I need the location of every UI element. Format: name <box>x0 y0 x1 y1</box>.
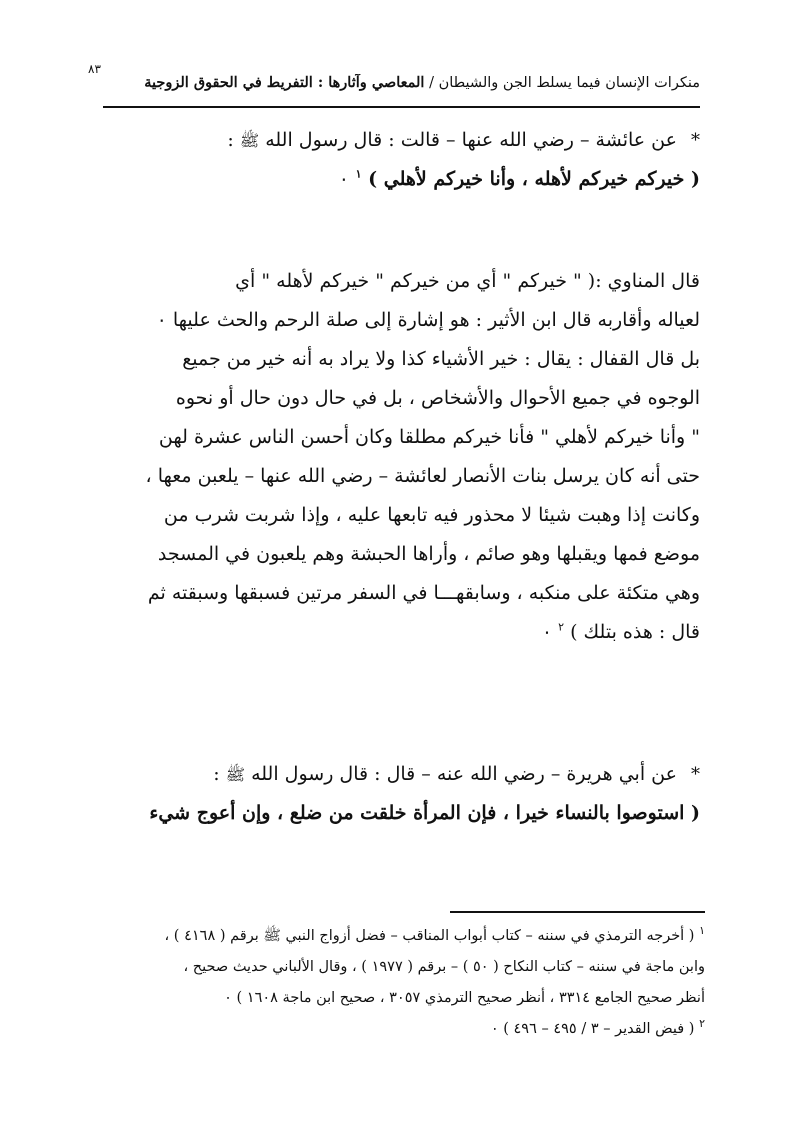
commentary-line: لعياله وأقاربه قال ابن الأثير : هو إشارة إلى صلة الرحم والحث عليها ٠ <box>156 309 700 331</box>
star-bullet: * <box>691 130 700 151</box>
hadith-1-line-1 <box>103 121 700 160</box>
colon: : <box>227 129 234 151</box>
hadith-2 <box>103 755 700 833</box>
hadith-1-text <box>103 160 700 199</box>
star-bullet: * <box>691 764 700 785</box>
page-number: ٨٣ <box>88 62 101 76</box>
commentary-line: بل قال القفال : يقال : خير الأشياء كذا ولا يراد به أنه خير من جميع <box>182 348 700 370</box>
hadith-1-narration: عن عائشة – رضي الله عنها – قالت : قال رسول الله <box>265 129 677 151</box>
commentary-last-line <box>103 613 700 652</box>
footnote-2-line <box>103 1014 705 1045</box>
footnote-1-line: وابن ماجة في سننه – كتاب النكاح ( ٥٠ ) – برقم ( ١٩٧٧ ) ، وقال الألباني حديث صحيح ، <box>183 959 705 975</box>
commentary-line: وكانت إذا وهبت شيئا لا محذور فيه تابعها عليه ، وإذا شربت شرب من <box>163 504 700 526</box>
commentary <box>103 262 700 652</box>
period: ٠ <box>338 168 349 190</box>
footnote-marker-2: ٢ <box>558 620 565 634</box>
footnote-1-line <box>103 921 705 952</box>
hadith-2-line-1 <box>103 755 700 794</box>
commentary-line: وهي متكئة على منكبه ، وسابقهـــا في السفر مرتين فسبقها وسبقته ثم <box>147 582 700 604</box>
commentary-line: موضع فمها ويقبلها وهو صائم ، وأراها الحبشة وهم يلعبون في المسجد <box>157 543 700 565</box>
hadith-1-quote: ( خيركم خيركم لأهله ، وأنا خيركم لأهلي ) <box>368 168 700 190</box>
book-title: منكرات الإنسان فيما يسلط الجن والشيطان / <box>429 75 700 91</box>
hadith-2-quote: ( استوصوا بالنساء خيرا ، فإن المرأة خلقت من ضلع ، وإن أعوج شيء <box>149 802 700 824</box>
colon: : <box>213 763 220 785</box>
footnote-1-text: ( أخرجه الترمذي في سننه – كتاب أبواب المناقب – فضل أزواج النبي ﷺ برقم ( ٤١٦٨ ) ، <box>164 928 695 944</box>
running-header <box>95 74 700 100</box>
pbuh-glyph: ﷺ <box>225 765 246 784</box>
hadith-2-narration: عن أبي هريرة – رضي الله عنه – قال : قال رسول الله <box>251 763 677 785</box>
footnote-1-line: أنظر صحيح الجامع ٣٣١٤ ، أنظر صحيح الترمذي ٣٠٥٧ ، صحيح ابن ماجة ١٦٠٨ ) ٠ <box>224 990 705 1006</box>
hadith-1 <box>103 121 700 199</box>
period: ٠ <box>541 621 553 643</box>
footnotes <box>103 921 705 1045</box>
footnote-divider <box>450 911 705 913</box>
footnote-2-text: ( فيض القدير – ٣ / ٤٩٥ – ٤٩٦ ) ٠ <box>490 1021 695 1037</box>
pbuh-glyph: ﷺ <box>239 131 260 150</box>
footnote-1-marker: ١ <box>699 924 705 938</box>
commentary-closing: قال : هذه بتلك ) <box>570 621 700 643</box>
footnote-2-marker: ٢ <box>699 1017 705 1031</box>
commentary-line: الوجوه في جميع الأحوال والأشخاص ، بل في حال دون حال أو نحوه <box>175 387 700 409</box>
chapter-title: المعاصي وآثارها : التفريط في الحقوق الزوجية <box>144 74 425 91</box>
commentary-line: قال المناوي :( " خيركم " أي من خيركم " خيركم لأهله " أي <box>235 270 700 292</box>
commentary-line: حتى أنه كان يرسل بنات الأنصار لعائشة – رضي الله عنها – يلعبن معها ، <box>145 465 700 487</box>
commentary-line: " وأنا خيركم لأهلي " فأنا خيركم مطلقا وكان أحسن الناس عشرة لهن <box>158 426 700 448</box>
footnote-marker-1: ١ <box>355 167 362 181</box>
header-divider <box>103 106 700 108</box>
